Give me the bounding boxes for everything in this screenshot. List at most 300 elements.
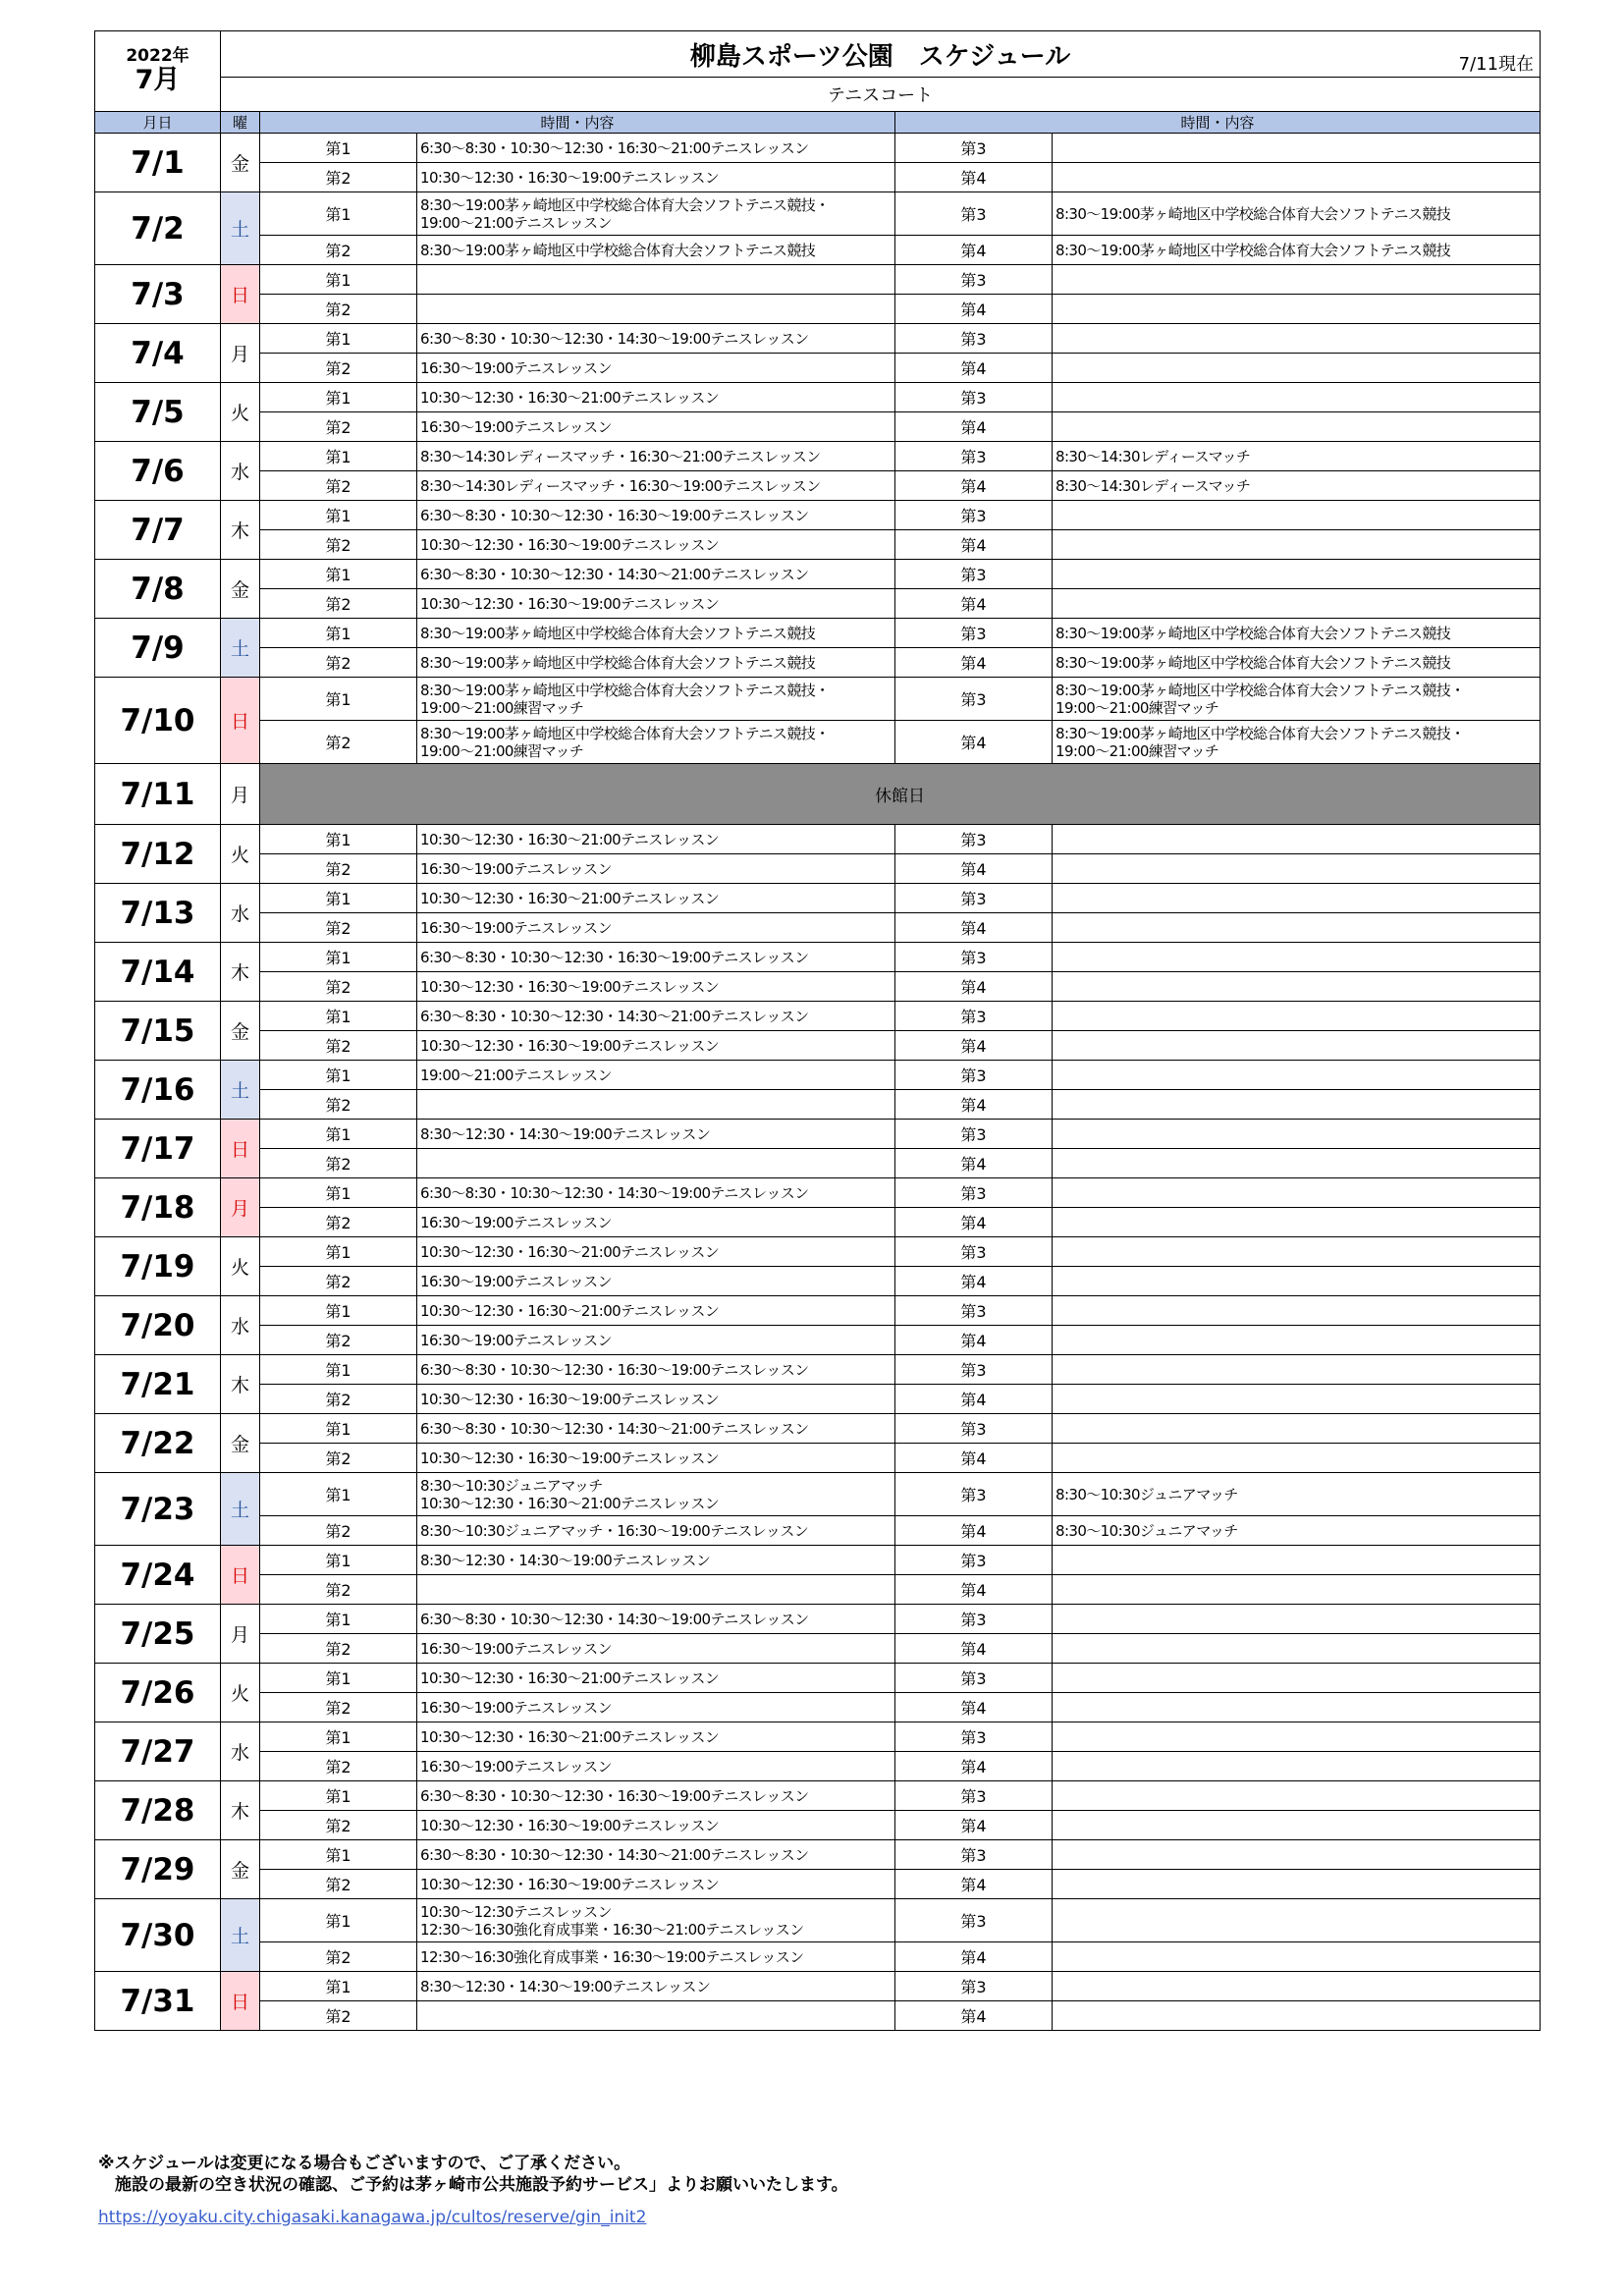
court-label: 第1 xyxy=(260,1473,417,1516)
date-cell: 7/21 xyxy=(95,1355,221,1414)
schedule-row xyxy=(95,560,1541,589)
court-label: 第2 xyxy=(260,1149,417,1178)
court-label: 第2 xyxy=(260,354,417,383)
court-label: 第1 xyxy=(260,560,417,589)
day-of-week-cell: 月 xyxy=(221,324,260,383)
schedule-cell xyxy=(1053,1575,1541,1605)
schedule-row xyxy=(95,1516,1541,1546)
day-of-week-cell: 日 xyxy=(221,1120,260,1178)
schedule-row xyxy=(95,1149,1541,1178)
schedule-cell: 10:30〜12:30・16:30〜21:00テニスレッスン xyxy=(417,825,895,854)
court-label: 第3 xyxy=(895,1355,1053,1385)
day-of-week-cell: 金 xyxy=(221,560,260,619)
date-cell: 7/28 xyxy=(95,1781,221,1840)
court-label: 第3 xyxy=(895,1972,1053,2001)
schedule-cell: 10:30〜12:30・16:30〜19:00テニスレッスン xyxy=(417,530,895,560)
notes xyxy=(98,2153,848,2196)
court-label: 第4 xyxy=(895,1752,1053,1781)
schedule-cell: 8:30〜19:00茅ヶ崎地区中学校総合体育大会ソフトテニス競技・ 19:00〜21:00練習マッチ xyxy=(417,678,895,721)
court-label: 第1 xyxy=(260,1664,417,1693)
schedule-cell: 10:30〜12:30・16:30〜19:00テニスレッスン xyxy=(417,589,895,619)
court-label: 第3 xyxy=(895,1178,1053,1208)
schedule-row xyxy=(95,721,1541,764)
schedule-row xyxy=(95,295,1541,324)
schedule-row xyxy=(95,1781,1541,1811)
schedule-row xyxy=(95,192,1541,236)
schedule-cell: 16:30〜19:00テニスレッスン xyxy=(417,1752,895,1781)
schedule-cell: 10:30〜12:30・16:30〜21:00テニスレッスン xyxy=(417,383,895,412)
facility-name: テニスコート xyxy=(221,78,1541,112)
date-cell: 7/6 xyxy=(95,442,221,501)
column-header-content-2: 時間・内容 xyxy=(895,112,1541,134)
day-of-week-cell: 月 xyxy=(221,764,260,825)
day-of-week-cell: 土 xyxy=(221,1061,260,1120)
note-line: 施設の最新の空き状況の確認、ご予約は茅ヶ崎市公共施設予約サービス」よりお願いいたします。 xyxy=(98,2175,848,2195)
court-label: 第2 xyxy=(260,1326,417,1355)
court-label: 第3 xyxy=(895,1722,1053,1752)
schedule-cell xyxy=(1053,1326,1541,1355)
court-label: 第3 xyxy=(895,825,1053,854)
court-label: 第1 xyxy=(260,943,417,972)
schedule-row xyxy=(95,1355,1541,1385)
court-label: 第2 xyxy=(260,471,417,501)
day-of-week-cell: 月 xyxy=(221,1178,260,1237)
schedule-row xyxy=(95,589,1541,619)
day-of-week-cell: 水 xyxy=(221,1296,260,1355)
court-label: 第4 xyxy=(895,1031,1053,1061)
schedule-cell xyxy=(1053,972,1541,1002)
schedule-cell: 6:30〜8:30・10:30〜12:30・16:30〜19:00テニスレッスン xyxy=(417,1355,895,1385)
schedule-row xyxy=(95,1473,1541,1516)
date-cell: 7/25 xyxy=(95,1605,221,1664)
date-cell: 7/9 xyxy=(95,619,221,678)
day-of-week-cell: 日 xyxy=(221,678,260,764)
court-label: 第2 xyxy=(260,913,417,943)
date-cell: 7/23 xyxy=(95,1473,221,1546)
schedule-row xyxy=(95,265,1541,295)
schedule-table xyxy=(94,30,1541,2031)
court-label: 第2 xyxy=(260,589,417,619)
court-label: 第4 xyxy=(895,1090,1053,1120)
schedule-cell xyxy=(1053,1444,1541,1473)
schedule-cell: 8:30〜19:00茅ヶ崎地区中学校総合体育大会ソフトテニス競技・ 19:00〜21:00練習マッチ xyxy=(1053,721,1541,764)
schedule-row xyxy=(95,2001,1541,2031)
schedule-row xyxy=(95,1385,1541,1414)
schedule-cell: 6:30〜8:30・10:30〜12:30・16:30〜19:00テニスレッスン xyxy=(417,1781,895,1811)
day-of-week-cell: 水 xyxy=(221,1722,260,1781)
court-label: 第4 xyxy=(895,913,1053,943)
court-label: 第4 xyxy=(895,1516,1053,1546)
date-cell: 7/30 xyxy=(95,1899,221,1972)
schedule-row xyxy=(95,1267,1541,1296)
court-label: 第4 xyxy=(895,2001,1053,2031)
day-of-week-cell: 金 xyxy=(221,134,260,192)
court-label: 第3 xyxy=(895,1840,1053,1870)
day-of-week-cell: 土 xyxy=(221,1899,260,1972)
date-cell: 7/20 xyxy=(95,1296,221,1355)
court-label: 第4 xyxy=(895,589,1053,619)
schedule-row xyxy=(95,1002,1541,1031)
schedule-cell: 6:30〜8:30・10:30〜12:30・16:30〜21:00テニスレッスン xyxy=(417,134,895,163)
schedule-cell xyxy=(1053,1031,1541,1061)
schedule-row xyxy=(95,943,1541,972)
schedule-cell xyxy=(1053,324,1541,354)
schedule-cell xyxy=(1053,163,1541,192)
column-header-content-1: 時間・内容 xyxy=(260,112,895,134)
date-cell: 7/12 xyxy=(95,825,221,884)
court-label: 第2 xyxy=(260,1208,417,1237)
day-of-week-cell: 火 xyxy=(221,383,260,442)
schedule-cell xyxy=(1053,1942,1541,1972)
court-label: 第3 xyxy=(895,442,1053,471)
court-label: 第2 xyxy=(260,1870,417,1899)
schedule-cell xyxy=(417,1575,895,1605)
day-of-week-cell: 火 xyxy=(221,1237,260,1296)
schedule-cell xyxy=(1053,1781,1541,1811)
schedule-cell xyxy=(1053,1090,1541,1120)
court-label: 第4 xyxy=(895,236,1053,265)
schedule-row xyxy=(95,1722,1541,1752)
court-label: 第1 xyxy=(260,1840,417,1870)
schedule-cell xyxy=(1053,1870,1541,1899)
schedule-cell: 16:30〜19:00テニスレッスン xyxy=(417,1326,895,1355)
schedule-row xyxy=(95,442,1541,471)
court-label: 第2 xyxy=(260,530,417,560)
title-cell xyxy=(221,31,1541,78)
schedule-row xyxy=(95,236,1541,265)
schedule-row xyxy=(95,134,1541,163)
schedule-cell xyxy=(1053,913,1541,943)
schedule-row xyxy=(95,1031,1541,1061)
day-of-week-cell: 日 xyxy=(221,1972,260,2031)
as-of-date: 7/11現在 xyxy=(1458,54,1535,75)
court-label: 第4 xyxy=(895,530,1053,560)
schedule-cell: 8:30〜10:30ジュニアマッチ xyxy=(1053,1516,1541,1546)
schedule-cell: 19:00〜21:00テニスレッスン xyxy=(417,1061,895,1090)
court-label: 第1 xyxy=(260,442,417,471)
schedule-row xyxy=(95,354,1541,383)
court-label: 第1 xyxy=(260,324,417,354)
day-of-week-cell: 火 xyxy=(221,825,260,884)
court-label: 第1 xyxy=(260,1120,417,1149)
schedule-cell xyxy=(1053,1722,1541,1752)
date-cell: 7/14 xyxy=(95,943,221,1002)
schedule-row xyxy=(95,1972,1541,2001)
schedule-row xyxy=(95,1840,1541,1870)
schedule-cell: 8:30〜19:00茅ヶ崎地区中学校総合体育大会ソフトテニス競技・ 19:00〜21:00テニスレッスン xyxy=(417,192,895,236)
schedule-row xyxy=(95,1326,1541,1355)
date-cell: 7/18 xyxy=(95,1178,221,1237)
court-label: 第1 xyxy=(260,1722,417,1752)
schedule-cell xyxy=(1053,265,1541,295)
court-label: 第2 xyxy=(260,972,417,1002)
schedule-cell xyxy=(1053,589,1541,619)
schedule-row xyxy=(95,1664,1541,1693)
court-label: 第2 xyxy=(260,412,417,442)
court-label: 第2 xyxy=(260,648,417,678)
court-label: 第2 xyxy=(260,236,417,265)
schedule-cell xyxy=(1053,1972,1541,2001)
schedule-cell: 8:30〜14:30レディースマッチ xyxy=(1053,471,1541,501)
schedule-cell: 6:30〜8:30・10:30〜12:30・14:30〜21:00テニスレッスン xyxy=(417,560,895,589)
schedule-cell xyxy=(417,295,895,324)
court-label: 第2 xyxy=(260,1693,417,1722)
court-label: 第4 xyxy=(895,1208,1053,1237)
court-label: 第2 xyxy=(260,1811,417,1840)
column-header-dow: 曜 xyxy=(221,112,260,134)
schedule-cell xyxy=(1053,1237,1541,1267)
schedule-row xyxy=(95,471,1541,501)
court-label: 第3 xyxy=(895,1414,1053,1444)
schedule-row xyxy=(95,1605,1541,1634)
day-of-week-cell: 日 xyxy=(221,265,260,324)
schedule-cell xyxy=(1053,1693,1541,1722)
day-of-week-cell: 月 xyxy=(221,1605,260,1664)
date-cell: 7/27 xyxy=(95,1722,221,1781)
schedule-cell: 10:30〜12:30・16:30〜19:00テニスレッスン xyxy=(417,1444,895,1473)
schedule-row xyxy=(95,1752,1541,1781)
court-label: 第4 xyxy=(895,295,1053,324)
column-header-date: 月日 xyxy=(95,112,221,134)
schedule-cell: 10:30〜12:30・16:30〜19:00テニスレッスン xyxy=(417,1870,895,1899)
schedule-cell xyxy=(1053,1002,1541,1031)
schedule-row xyxy=(95,913,1541,943)
schedule-row xyxy=(95,884,1541,913)
year-label: 2022年 xyxy=(126,46,189,67)
date-cell: 7/16 xyxy=(95,1061,221,1120)
court-label: 第3 xyxy=(895,943,1053,972)
page-title: 柳島スポーツ公園 スケジュール xyxy=(689,41,1071,72)
note-line: ※スケジュールは変更になる場合もございますので、ご了承ください。 xyxy=(98,2154,631,2173)
schedule-row xyxy=(95,530,1541,560)
court-label: 第4 xyxy=(895,721,1053,764)
court-label: 第4 xyxy=(895,471,1053,501)
schedule-cell: 10:30〜12:30・16:30〜21:00テニスレッスン xyxy=(417,884,895,913)
court-label: 第1 xyxy=(260,1296,417,1326)
court-label: 第1 xyxy=(260,678,417,721)
schedule-row xyxy=(95,1296,1541,1326)
schedule-row xyxy=(95,1575,1541,1605)
schedule-cell xyxy=(1053,530,1541,560)
court-label: 第4 xyxy=(895,1444,1053,1473)
day-of-week-cell: 金 xyxy=(221,1002,260,1061)
court-label: 第3 xyxy=(895,324,1053,354)
schedule-row xyxy=(95,1120,1541,1149)
date-cell: 7/7 xyxy=(95,501,221,560)
schedule-row xyxy=(95,1061,1541,1090)
date-cell: 7/26 xyxy=(95,1664,221,1722)
schedule-row xyxy=(95,501,1541,530)
month-label: 7月 xyxy=(135,65,181,95)
schedule-cell: 6:30〜8:30・10:30〜12:30・14:30〜19:00テニスレッスン xyxy=(417,324,895,354)
schedule-cell xyxy=(1053,1899,1541,1942)
court-label: 第2 xyxy=(260,1516,417,1546)
court-label: 第3 xyxy=(895,1237,1053,1267)
schedule-cell: 10:30〜12:30・16:30〜19:00テニスレッスン xyxy=(417,163,895,192)
schedule-cell xyxy=(1053,854,1541,884)
date-cell: 7/31 xyxy=(95,1972,221,2031)
court-label: 第2 xyxy=(260,1444,417,1473)
schedule-cell xyxy=(1053,1664,1541,1693)
schedule-cell xyxy=(1053,1061,1541,1090)
court-label: 第3 xyxy=(895,1781,1053,1811)
schedule-row xyxy=(95,163,1541,192)
court-label: 第1 xyxy=(260,1546,417,1575)
court-label: 第3 xyxy=(895,383,1053,412)
schedule-cell xyxy=(1053,295,1541,324)
court-label: 第1 xyxy=(260,1414,417,1444)
court-label: 第4 xyxy=(895,1385,1053,1414)
schedule-cell: 8:30〜19:00茅ヶ崎地区中学校総合体育大会ソフトテニス競技 xyxy=(417,619,895,648)
court-label: 第3 xyxy=(895,1899,1053,1942)
schedule-cell: 6:30〜8:30・10:30〜12:30・14:30〜21:00テニスレッスン xyxy=(417,1840,895,1870)
schedule-cell: 10:30〜12:30・16:30〜21:00テニスレッスン xyxy=(417,1722,895,1752)
schedule-cell xyxy=(1053,1840,1541,1870)
schedule-cell: 8:30〜14:30レディースマッチ・16:30〜21:00テニスレッスン xyxy=(417,442,895,471)
court-label: 第3 xyxy=(895,265,1053,295)
schedule-cell: 10:30〜12:30・16:30〜21:00テニスレッスン xyxy=(417,1237,895,1267)
schedule-row xyxy=(95,1870,1541,1899)
date-cell: 7/11 xyxy=(95,764,221,825)
court-label: 第4 xyxy=(895,1942,1053,1972)
court-label: 第1 xyxy=(260,1899,417,1942)
court-label: 第2 xyxy=(260,1634,417,1664)
schedule-cell xyxy=(1053,501,1541,530)
date-cell: 7/8 xyxy=(95,560,221,619)
court-label: 第3 xyxy=(895,1061,1053,1090)
schedule-cell: 8:30〜14:30レディースマッチ・16:30〜19:00テニスレッスン xyxy=(417,471,895,501)
court-label: 第2 xyxy=(260,1385,417,1414)
schedule-cell: 10:30〜12:30・16:30〜19:00テニスレッスン xyxy=(417,972,895,1002)
schedule-row xyxy=(95,854,1541,884)
court-label: 第1 xyxy=(260,884,417,913)
schedule-cell xyxy=(417,265,895,295)
court-label: 第1 xyxy=(260,134,417,163)
court-label: 第4 xyxy=(895,972,1053,1002)
date-cell: 7/10 xyxy=(95,678,221,764)
schedule-cell xyxy=(1053,1149,1541,1178)
court-label: 第1 xyxy=(260,265,417,295)
schedule-row xyxy=(95,1942,1541,1972)
court-label: 第1 xyxy=(260,1002,417,1031)
schedule-row xyxy=(95,678,1541,721)
schedule-cell: 8:30〜10:30ジュニアマッチ・16:30〜19:00テニスレッスン xyxy=(417,1516,895,1546)
day-of-week-cell: 木 xyxy=(221,1355,260,1414)
court-label: 第3 xyxy=(895,1473,1053,1516)
schedule-cell xyxy=(1053,134,1541,163)
schedule-cell xyxy=(1053,1546,1541,1575)
court-label: 第1 xyxy=(260,1237,417,1267)
schedule-cell: 16:30〜19:00テニスレッスン xyxy=(417,354,895,383)
court-label: 第1 xyxy=(260,1972,417,2001)
day-of-week-cell: 木 xyxy=(221,1781,260,1840)
court-label: 第2 xyxy=(260,163,417,192)
schedule-cell xyxy=(1053,2001,1541,2031)
date-cell: 7/22 xyxy=(95,1414,221,1473)
schedule-cell xyxy=(1053,943,1541,972)
date-cell: 7/2 xyxy=(95,192,221,265)
court-label: 第3 xyxy=(895,1664,1053,1693)
schedule-row xyxy=(95,1090,1541,1120)
schedule-row xyxy=(95,412,1541,442)
schedule-cell: 6:30〜8:30・10:30〜12:30・16:30〜19:00テニスレッスン xyxy=(417,943,895,972)
schedule-row xyxy=(95,1444,1541,1473)
court-label: 第1 xyxy=(260,619,417,648)
schedule-cell: 8:30〜14:30レディースマッチ xyxy=(1053,442,1541,471)
schedule-cell: 16:30〜19:00テニスレッスン xyxy=(417,1267,895,1296)
schedule-row xyxy=(95,1178,1541,1208)
court-label: 第4 xyxy=(895,1870,1053,1899)
schedule-cell: 6:30〜8:30・10:30〜12:30・14:30〜21:00テニスレッスン xyxy=(417,1414,895,1444)
court-label: 第3 xyxy=(895,1120,1053,1149)
schedule-cell: 8:30〜10:30ジュニアマッチ xyxy=(1053,1473,1541,1516)
court-label: 第1 xyxy=(260,501,417,530)
court-label: 第1 xyxy=(260,1355,417,1385)
schedule-cell xyxy=(1053,884,1541,913)
day-of-week-cell: 火 xyxy=(221,1664,260,1722)
schedule-cell xyxy=(1053,560,1541,589)
court-label: 第3 xyxy=(895,678,1053,721)
court-label: 第1 xyxy=(260,1605,417,1634)
schedule-cell: 10:30〜12:30テニスレッスン 12:30〜16:30強化育成事業・16:30〜21:00テニスレッスン xyxy=(417,1899,895,1942)
court-label: 第4 xyxy=(895,1575,1053,1605)
schedule-row xyxy=(95,1634,1541,1664)
schedule-cell xyxy=(1053,1355,1541,1385)
schedule-cell: 16:30〜19:00テニスレッスン xyxy=(417,854,895,884)
schedule-cell xyxy=(1053,1634,1541,1664)
court-label: 第2 xyxy=(260,2001,417,2031)
schedule-cell xyxy=(1053,383,1541,412)
date-cell: 7/29 xyxy=(95,1840,221,1899)
court-label: 第1 xyxy=(260,1061,417,1090)
year-month-cell xyxy=(95,31,221,112)
schedule-cell xyxy=(1053,1267,1541,1296)
court-label: 第4 xyxy=(895,854,1053,884)
schedule-cell xyxy=(1053,1811,1541,1840)
schedule-cell xyxy=(1053,1296,1541,1326)
schedule-cell: 8:30〜19:00茅ヶ崎地区中学校総合体育大会ソフトテニス競技 xyxy=(1053,648,1541,678)
day-of-week-cell: 金 xyxy=(221,1840,260,1899)
court-label: 第3 xyxy=(895,560,1053,589)
schedule-cell: 16:30〜19:00テニスレッスン xyxy=(417,1693,895,1722)
schedule-cell xyxy=(1053,1120,1541,1149)
date-cell: 7/15 xyxy=(95,1002,221,1061)
court-label: 第2 xyxy=(260,854,417,884)
schedule-row xyxy=(95,619,1541,648)
schedule-cell xyxy=(1053,1605,1541,1634)
closed-day-cell: 休館日 xyxy=(260,764,1541,825)
schedule-cell: 10:30〜12:30・16:30〜21:00テニスレッスン xyxy=(417,1296,895,1326)
reservation-link[interactable]: https://yoyaku.city.chigasaki.kanagawa.jp/cultos/reserve/gin_init2 xyxy=(98,2208,647,2227)
court-label: 第4 xyxy=(895,1634,1053,1664)
date-cell: 7/19 xyxy=(95,1237,221,1296)
court-label: 第2 xyxy=(260,1942,417,1972)
day-of-week-cell: 水 xyxy=(221,884,260,943)
court-label: 第4 xyxy=(895,1267,1053,1296)
schedule-cell: 8:30〜19:00茅ヶ崎地区中学校総合体育大会ソフトテニス競技・ 19:00〜21:00練習マッチ xyxy=(1053,678,1541,721)
schedule-cell: 8:30〜12:30・14:30〜19:00テニスレッスン xyxy=(417,1546,895,1575)
date-cell: 7/17 xyxy=(95,1120,221,1178)
court-label: 第2 xyxy=(260,1575,417,1605)
schedule-row xyxy=(95,1546,1541,1575)
schedule-cell: 8:30〜19:00茅ヶ崎地区中学校総合体育大会ソフトテニス競技 xyxy=(1053,619,1541,648)
schedule-row xyxy=(95,1237,1541,1267)
schedule-cell: 6:30〜8:30・10:30〜12:30・14:30〜19:00テニスレッスン xyxy=(417,1605,895,1634)
schedule-row xyxy=(95,1693,1541,1722)
schedule-row xyxy=(95,1811,1541,1840)
date-cell: 7/3 xyxy=(95,265,221,324)
schedule-cell: 16:30〜19:00テニスレッスン xyxy=(417,913,895,943)
